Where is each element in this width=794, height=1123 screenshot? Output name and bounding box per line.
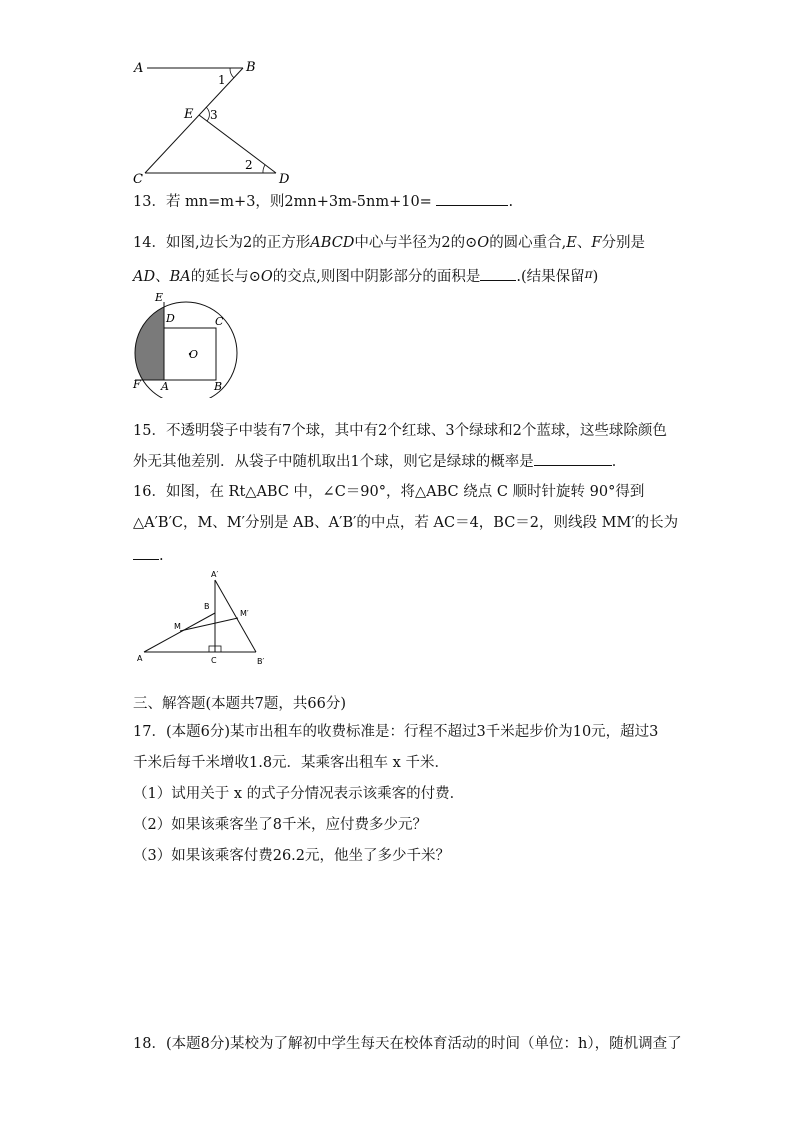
question-17-sub-3	[133, 846, 450, 866]
angle-mark-2	[263, 165, 265, 173]
label-c: C	[211, 656, 217, 665]
question-14-line-1	[133, 233, 645, 253]
q14-text: 分别是	[601, 235, 645, 251]
label-2: 2	[245, 158, 253, 172]
label-c: C	[215, 315, 224, 328]
q17-text: 17．(本题6分)某市出租车的收费标准是：行程不超过3千米起步价为10元，超过3	[133, 724, 659, 740]
angle-mark-1	[230, 68, 234, 78]
question-13-end: .	[508, 194, 514, 210]
label-3: 3	[210, 108, 218, 122]
q14-text: O	[260, 269, 273, 285]
label-f: F	[133, 378, 141, 391]
label-e: E	[184, 107, 194, 122]
label-o: O	[189, 348, 199, 361]
question-17-line-2	[133, 753, 449, 773]
q14-text: )	[592, 269, 599, 285]
q14-text: 、	[576, 235, 592, 251]
label-d: D	[166, 312, 175, 325]
answer-blank-16	[133, 545, 159, 560]
q17-sub-text: （2）如果该乘客坐了8千米，应付费多少元？	[133, 817, 427, 833]
label-b: B	[204, 602, 210, 611]
q14-text: ABCD	[310, 235, 355, 251]
answer-blank-15	[534, 451, 612, 466]
q14-text: E	[566, 235, 577, 251]
label-m-prime: M′	[240, 609, 249, 618]
question-17-sub-1	[133, 784, 464, 804]
q14-text: π	[584, 267, 593, 281]
label-a: A	[134, 61, 144, 76]
q14-text: 、	[155, 269, 170, 285]
answer-blank-14	[480, 266, 516, 281]
segment-a1-b1	[215, 580, 256, 652]
angle-mark-3	[206, 107, 209, 121]
segment-ed	[199, 115, 276, 173]
q14-text: 14．如图,边长为2的正方形	[133, 235, 311, 251]
q15-text: 15．不透明袋子中装有7个球，其中有2个红球、3个绿球和2个蓝球，这些球除颜色	[133, 423, 667, 439]
segment-m-m1	[180, 618, 238, 631]
label-a: A	[161, 380, 169, 393]
label-c: C	[133, 172, 143, 187]
q15-text: ．	[611, 454, 627, 470]
label-e: E	[155, 291, 164, 304]
q16-text: 16．如图，在 Rt△ABC 中，∠C＝90°，将△ABC 绕点 C 顺时针旋转 90°得到	[133, 484, 645, 500]
question-18-line-1	[133, 1034, 682, 1054]
segment-bc	[145, 68, 243, 173]
section-heading	[133, 694, 346, 714]
q17-text: 千米后每千米增收1.8元．某乘客出租车 x 千米．	[133, 755, 449, 771]
label-1: 1	[218, 73, 226, 87]
q14-text: 的交点,则图中阴影部分的面积是	[272, 269, 481, 285]
question-13	[133, 191, 513, 212]
label-a: A	[137, 654, 143, 663]
segment-a-b	[144, 613, 215, 652]
question-15-line-1	[133, 421, 667, 441]
q14-text: F	[591, 235, 602, 251]
q16-text: △A′B′C，M、M′分别是 AB、A′B′的中点，若 AC＝4，BC＝2，则线段 MM′的长为	[133, 515, 679, 531]
q14-text: BA	[169, 269, 191, 285]
q14-text: 中心与半径为2的⊙	[354, 235, 478, 251]
label-b: B	[214, 380, 223, 393]
label-m: M	[174, 622, 181, 631]
question-16-line-3	[133, 545, 164, 566]
q17-sub-text: （1）试用关于 x 的式子分情况表示该乘客的付费．	[133, 786, 465, 802]
question-16-line-1	[133, 482, 644, 502]
label-d: D	[279, 172, 290, 187]
q14-text: O	[477, 235, 490, 251]
question-16-line-2	[133, 513, 678, 533]
question-14-line-2	[133, 264, 598, 287]
label-b: B	[246, 60, 256, 75]
figure-rotated-triangle	[134, 567, 274, 669]
q14-text: 的圆心重合,	[489, 235, 567, 251]
label-b-prime: B′	[257, 657, 265, 666]
q14-text: 的延长与⊙	[190, 269, 261, 285]
q14-text: AD	[133, 269, 156, 285]
q17-sub-text: （3）如果该乘客付费26.2元，他坐了多少千米？	[133, 848, 451, 864]
q18-text: 18．(本题8分)某校为了解初中学生每天在校体育活动的时间（单位：h），随机调查了	[133, 1036, 682, 1052]
q14-text: .(结果保留	[516, 269, 585, 285]
question-15-line-2	[133, 451, 626, 472]
q16-text: .	[159, 548, 164, 564]
question-17-sub-2	[133, 815, 427, 835]
figure-parallel-lines	[130, 55, 300, 190]
answer-blank-13	[436, 191, 508, 206]
section-heading-text: 三、解答题(本题共7题，共66分)	[133, 696, 346, 712]
q15-text: 外无其他差别．从袋子中随机取出1个球，则它是绿球的概率是	[133, 454, 534, 470]
question-13-text: 13．	[133, 194, 166, 210]
label-a-prime: A′	[211, 570, 219, 579]
question-13-body: 若 mn=m+3，则2mn+3m-5nm+10=	[165, 194, 432, 210]
question-17-line-1	[133, 722, 658, 742]
figure-circle-square	[128, 288, 248, 398]
